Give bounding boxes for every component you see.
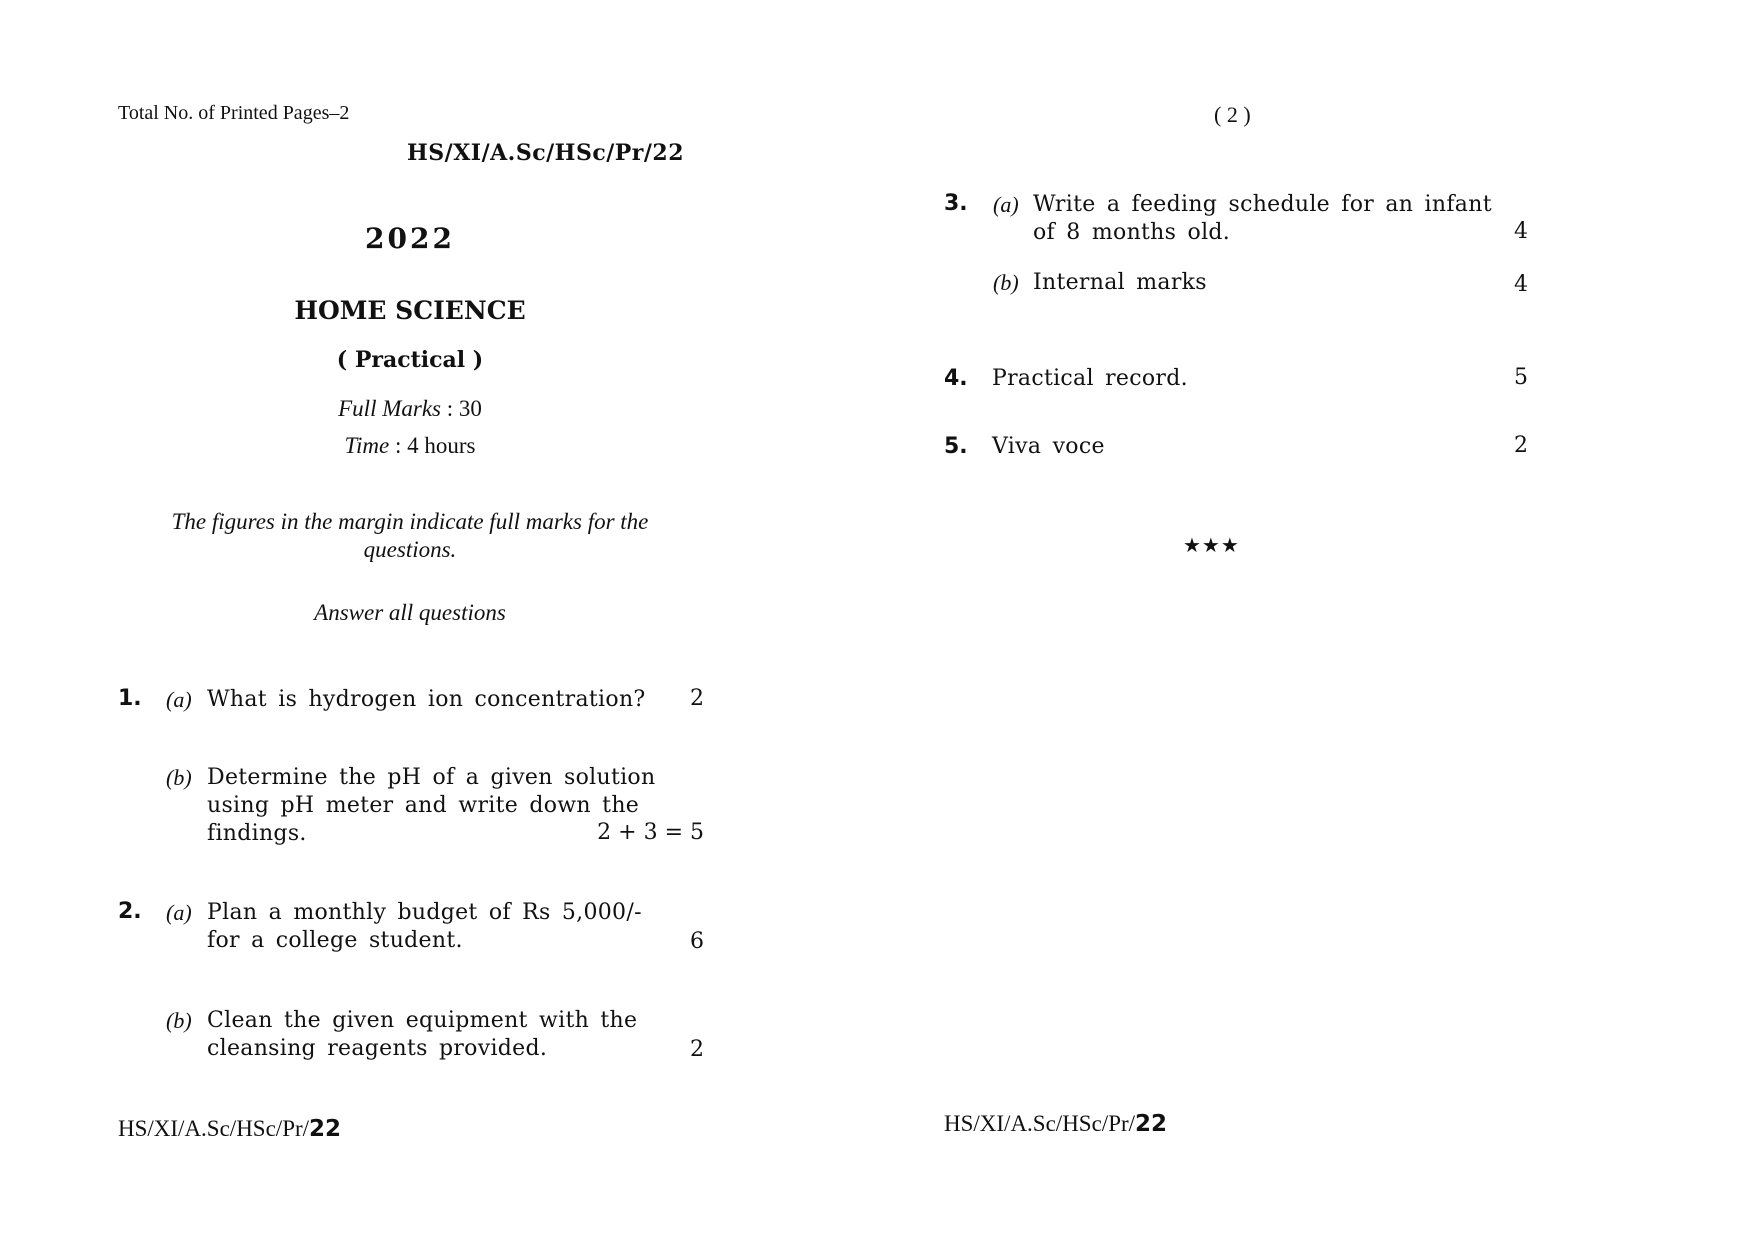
part-label: (b) [166,1008,192,1033]
instruction-line: The figures in the margin indicate full marks for the [171,509,649,534]
text-line: Determine the pH of a given solution [207,765,656,790]
question-marks: 4 [1514,219,1528,244]
instructions [110,508,710,564]
question-text [207,899,642,955]
question-number: 3. [944,191,968,216]
page-number: ( 2 ) [1214,102,1251,127]
question-number: 5. [944,434,968,459]
question-text: Viva voce [992,434,1105,459]
question-marks: 2 + 3 = 5 [597,820,704,845]
subject-title: HOME SCIENCE [294,296,526,325]
text-line: Plan a monthly budget of Rs 5,000/- [207,900,642,925]
question-marks: 2 [690,686,704,711]
footer-paper-code [944,1111,1167,1137]
text-line: of 8 months old. [1033,220,1231,245]
question-text [207,1007,637,1063]
footer-code-year: 22 [1135,1111,1168,1137]
footer-code-year: 22 [309,1116,342,1142]
question-marks: 2 [1514,433,1528,458]
question-marks: 5 [1514,365,1528,390]
question-number: 2. [118,899,142,924]
instruction-line: questions. [363,537,457,562]
question-text: Practical record. [992,366,1188,391]
question-text [1033,191,1492,247]
full-marks [210,396,610,422]
question-number: 4. [944,366,968,391]
question-text: What is hydrogen ion concentration? [207,687,646,712]
footer-code-prefix: HS/XI/A.Sc/HSc/Pr/ [118,1116,310,1141]
time-label: Time [344,433,390,458]
question-text: Internal marks [1033,270,1207,295]
time-allowed [210,433,610,459]
end-of-paper-stars-icon: ★★★ [1183,533,1240,557]
full-marks-value: : 30 [446,396,482,421]
question-marks: 6 [690,929,704,954]
text-line: cleansing reagents provided. [207,1036,548,1061]
footer-paper-code [118,1116,341,1142]
footer-code-prefix: HS/XI/A.Sc/HSc/Pr/ [944,1111,1136,1136]
full-marks-label: Full Marks [338,396,441,421]
question-marks: 2 [690,1037,704,1062]
question-marks: 4 [1514,272,1528,297]
text-line: findings. [207,821,307,846]
paper-code-header: HS/XI/A.Sc/HSc/Pr/22 [407,140,685,166]
part-label: (a) [166,687,192,712]
part-label: (b) [166,765,192,790]
time-value: : 4 hours [394,433,476,458]
text-line: for a college student. [207,928,463,953]
text-line: Write a feeding schedule for an infant [1033,192,1492,217]
text-line: using pH meter and write down the [207,793,640,818]
question-number: 1. [118,686,142,711]
answer-all-instruction: Answer all questions [314,600,506,625]
exam-year: 2022 [365,222,455,255]
total-printed-pages: Total No. of Printed Pages–2 [118,102,350,124]
paper-type: ( Practical ) [336,347,484,373]
text-line: Clean the given equipment with the [207,1008,638,1033]
part-label: (a) [993,192,1019,217]
part-label: (b) [993,270,1019,295]
part-label: (a) [166,900,192,925]
